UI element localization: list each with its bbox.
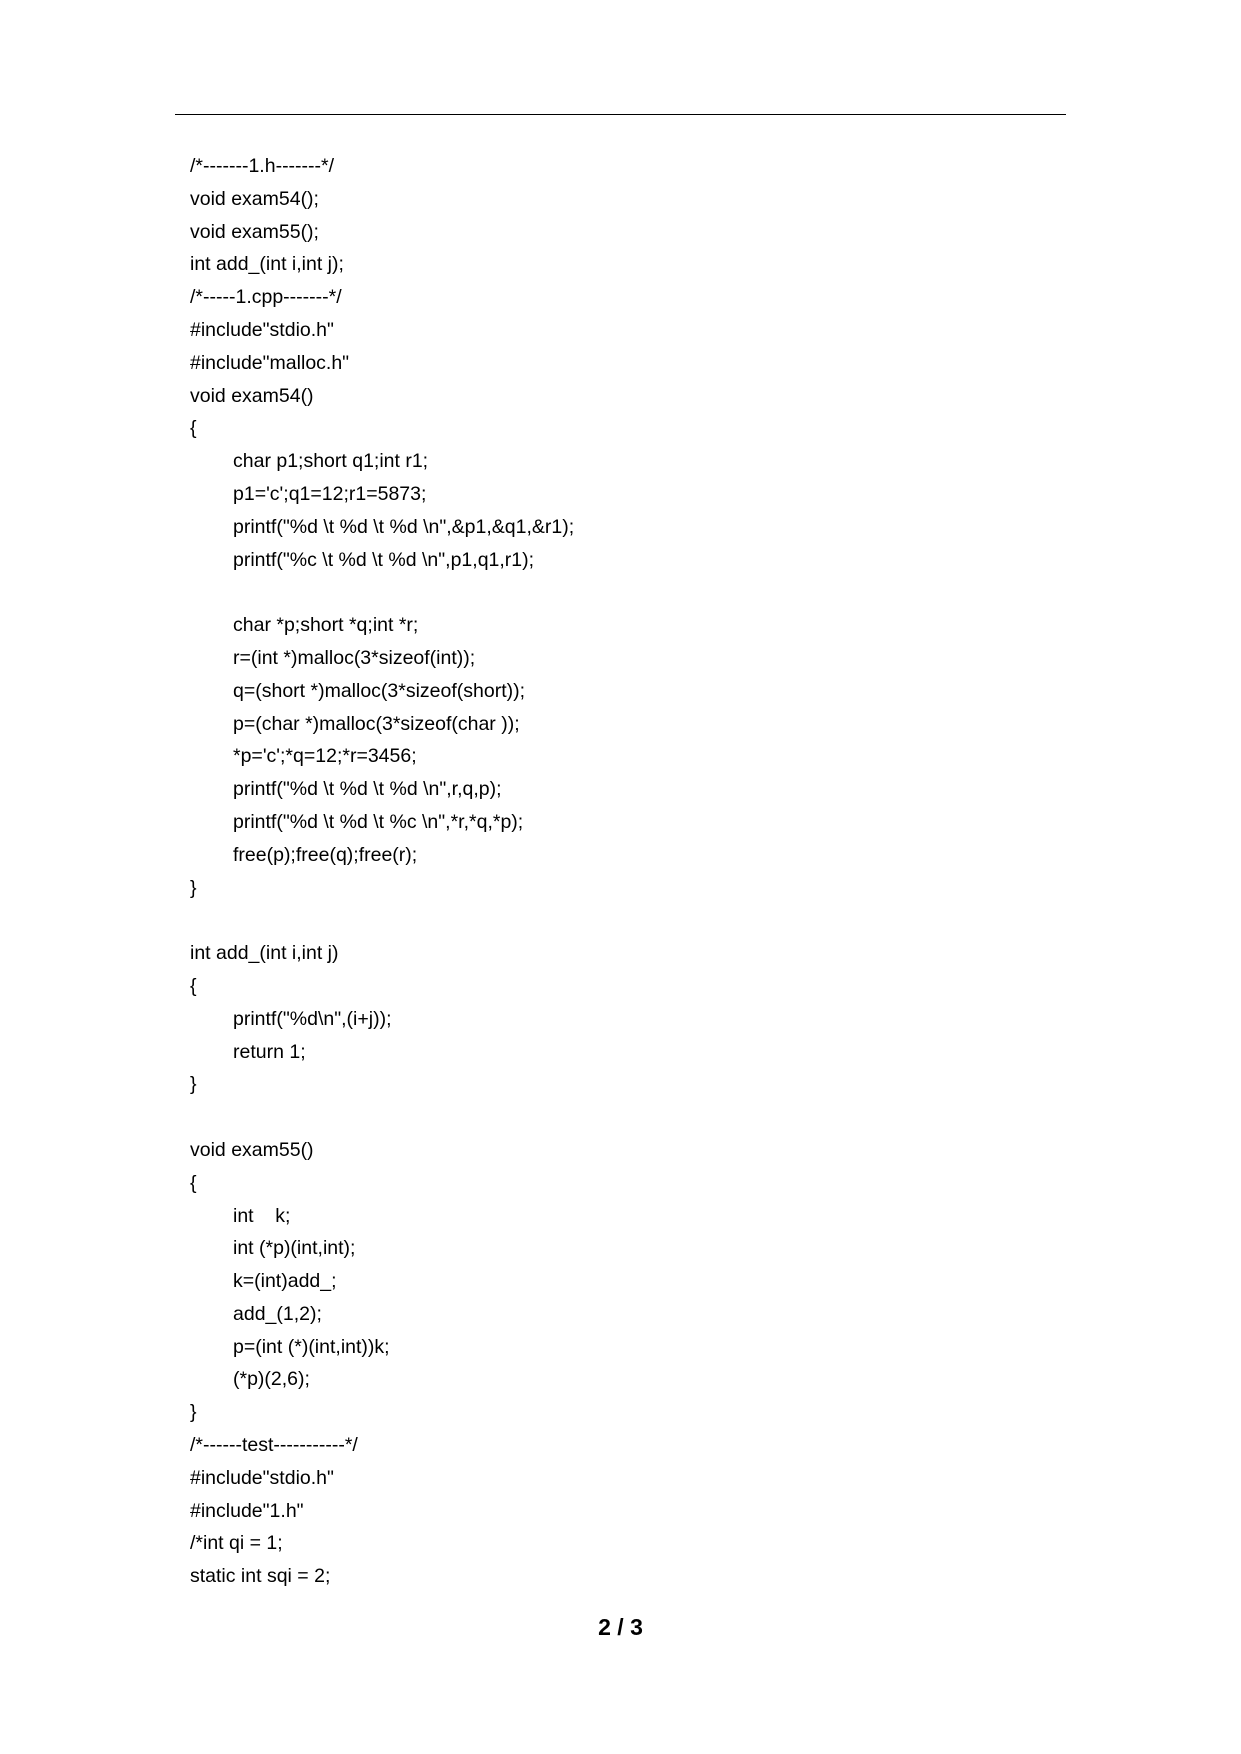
code-line: k=(int)add_; [233, 1270, 337, 1293]
code-line: add_(1,2); [233, 1302, 322, 1325]
code-line: p=(int (*)(int,int))k; [233, 1335, 390, 1358]
code-line: printf("%d\n",(i+j)); [233, 1007, 392, 1030]
code-line: q=(short *)malloc(3*sizeof(short)); [233, 679, 526, 702]
code-listing [190, 150, 1050, 1593]
code-line: #include"1.h" [190, 1499, 304, 1522]
code-line: return 1; [233, 1040, 306, 1063]
code-line: void exam55() [190, 1138, 314, 1161]
code-line: int k; [233, 1204, 291, 1227]
code-line: int add_(int i,int j); [190, 253, 344, 276]
code-line: /*-------1.h-------*/ [190, 155, 335, 177]
code-line: free(p);free(q);free(r); [233, 843, 418, 866]
code-line: static int sqi = 2; [190, 1565, 331, 1588]
code-line: #include"stdio.h" [190, 318, 334, 341]
code-line: void exam54() [190, 384, 314, 407]
code-line: p1='c';q1=12;r1=5873; [233, 482, 427, 505]
code-line: printf("%d \t %d \t %d \n",r,q,p); [233, 778, 502, 801]
code-line: int add_(int i,int j) [190, 942, 339, 965]
code-line: #include"stdio.h" [190, 1466, 334, 1489]
code-line: int (*p)(int,int); [233, 1237, 356, 1260]
code-line: void exam55(); [190, 220, 319, 243]
page-number: 2 / 3 [598, 1614, 643, 1640]
code-line: } [190, 1073, 197, 1096]
code-line: } [190, 1401, 197, 1424]
code-line: { [190, 974, 197, 997]
code-line: *p='c';*q=12;*r=3456; [233, 745, 417, 768]
code-line [190, 904, 1050, 937]
code-line: char p1;short q1;int r1; [233, 450, 429, 473]
code-line [190, 576, 1050, 609]
code-line: { [190, 417, 197, 440]
code-line: /*------test-----------*/ [190, 1434, 358, 1457]
code-line: #include"malloc.h" [190, 351, 350, 374]
code-line: printf("%d \t %d \t %c \n",*r,*q,*p); [233, 810, 524, 833]
code-line: r=(int *)malloc(3*sizeof(int)); [233, 646, 476, 669]
header-rule [175, 114, 1066, 115]
code-line: /*-----1.cpp-------*/ [190, 286, 342, 309]
code-line: printf("%c \t %d \t %d \n",p1,q1,r1); [233, 548, 535, 571]
code-line [190, 1101, 1050, 1134]
code-line: } [190, 876, 197, 899]
code-line: (*p)(2,6); [233, 1368, 310, 1391]
code-line: void exam54(); [190, 187, 319, 210]
code-line: p=(char *)malloc(3*sizeof(char )); [233, 712, 520, 735]
code-line: printf("%d \t %d \t %d \n",&p1,&q1,&r1); [233, 515, 575, 538]
code-line: char *p;short *q;int *r; [233, 614, 419, 637]
code-line: /*int qi = 1; [190, 1532, 283, 1555]
code-line: { [190, 1171, 197, 1194]
